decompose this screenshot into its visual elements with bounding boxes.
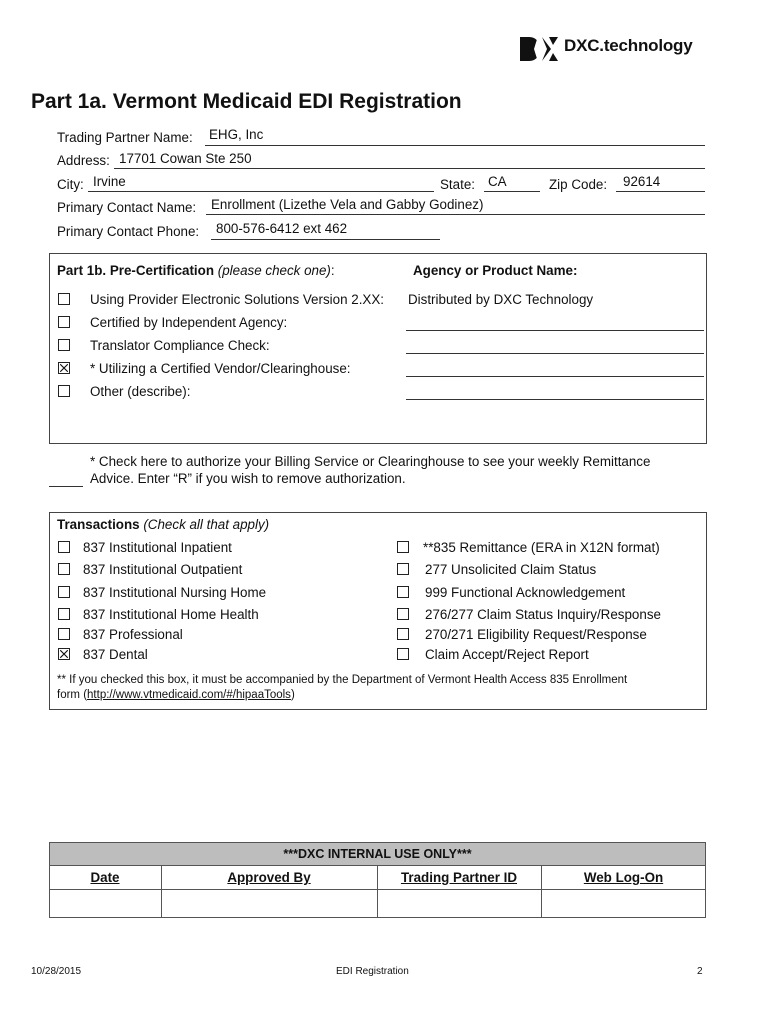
trading-partner-value[interactable]: EHG, Inc — [209, 127, 264, 142]
transaction-left-label-0: 837 Institutional Inpatient — [83, 540, 232, 555]
transaction-right-checkbox-1[interactable] — [397, 563, 409, 575]
agency-line-2[interactable] — [406, 353, 704, 354]
precert-option-0: Using Provider Electronic Solutions Version 2.XX: — [90, 292, 384, 307]
contact-phone-value[interactable]: 800-576-6412 ext 462 — [216, 221, 348, 236]
trading-partner-line — [205, 145, 705, 146]
contact-phone-line — [211, 239, 440, 240]
footer-title: EDI Registration — [336, 966, 409, 977]
transaction-left-label-2: 837 Institutional Nursing Home — [83, 585, 267, 600]
transaction-left-label-3: 837 Institutional Home Health — [83, 607, 259, 622]
trading-partner-label: Trading Partner Name: — [57, 130, 193, 145]
transaction-left-label-5: 837 Dental — [83, 647, 148, 662]
precert-checkbox-2[interactable] — [58, 339, 70, 351]
transaction-right-label-0: **835 Remittance (ERA in X12N format) — [423, 540, 660, 555]
contact-name-line — [206, 214, 705, 215]
page-title: Part 1a. Vermont Medicaid EDI Registration — [31, 90, 462, 113]
transaction-left-checkbox-3[interactable] — [58, 608, 70, 620]
check-x-icon — [59, 649, 69, 659]
internal-trading-partner-id-cell[interactable] — [378, 890, 540, 917]
internal-col-date: Date — [90, 870, 120, 885]
agency-value[interactable]: Distributed by DXC Technology — [408, 292, 594, 307]
transaction-left-checkbox-4[interactable] — [58, 628, 70, 640]
transaction-right-label-5: Claim Accept/Reject Report — [425, 647, 589, 662]
city-label: City: — [57, 177, 84, 192]
precert-option-4: Other (describe): — [90, 384, 191, 399]
transaction-left-checkbox-1[interactable] — [58, 563, 70, 575]
logo-wordmark: DXC.technology — [564, 36, 693, 55]
address-label: Address: — [57, 153, 110, 168]
zip-line — [616, 191, 705, 192]
transactions-note-line-2: form (http://www.vtmedicaid.com/#/hipaaTools) — [57, 689, 295, 701]
address-line — [114, 168, 705, 169]
precert-option-3: * Utilizing a Certified Vendor/Clearinghouse: — [90, 361, 351, 376]
agency-line-4[interactable] — [406, 399, 704, 400]
hipaa-tools-link[interactable]: http://www.vtmedicaid.com/#/hipaaTools — [87, 689, 291, 701]
state-value[interactable]: CA — [488, 174, 507, 189]
internal-col-trading-partner-id: Trading Partner ID — [400, 870, 518, 885]
footer-date: 10/28/2015 — [31, 966, 82, 977]
transaction-right-checkbox-0[interactable] — [397, 541, 409, 553]
internal-col-approved-by: Approved By — [227, 870, 311, 885]
authorization-line-1: * Check here to authorize your Billing Service or Clearinghouse to see your weekly Remittance — [90, 454, 651, 469]
transaction-left-label-1: 837 Institutional Outpatient — [83, 562, 243, 577]
contact-phone-label: Primary Contact Phone: — [57, 224, 200, 239]
transaction-right-label-1: 277 Unsolicited Claim Status — [425, 562, 597, 577]
internal-approved-by-cell[interactable] — [162, 890, 376, 917]
footer-page-number: 2 — [697, 966, 703, 977]
check-x-icon — [59, 363, 69, 373]
transactions-heading: Transactions (Check all that apply) — [57, 517, 270, 532]
internal-use-heading: ***DXC INTERNAL USE ONLY*** — [49, 842, 706, 866]
contact-name-label: Primary Contact Name: — [57, 200, 197, 215]
transaction-right-checkbox-3[interactable] — [397, 608, 409, 620]
state-label: State: — [440, 177, 475, 192]
internal-date-cell[interactable] — [50, 890, 160, 917]
state-line — [484, 191, 540, 192]
precert-option-1: Certified by Independent Agency: — [90, 315, 288, 330]
transaction-right-label-4: 270/271 Eligibility Request/Response — [425, 627, 647, 642]
agency-line-3[interactable] — [406, 376, 704, 377]
zip-label: Zip Code: — [549, 177, 608, 192]
address-value[interactable]: 17701 Cowan Ste 250 — [119, 151, 252, 166]
dxc-logo — [518, 33, 704, 65]
transaction-left-checkbox-0[interactable] — [58, 541, 70, 553]
agency-line-1[interactable] — [406, 330, 704, 331]
precert-heading: Part 1b. Pre-Certification (please check one): — [57, 263, 335, 278]
authorization-input-line[interactable] — [49, 486, 83, 487]
precert-checkbox-1[interactable] — [58, 316, 70, 328]
precert-checkbox-4[interactable] — [58, 385, 70, 397]
internal-web-log-on-cell[interactable] — [542, 890, 705, 917]
transaction-right-label-2: 999 Functional Acknowledgement — [425, 585, 626, 600]
transaction-right-checkbox-5[interactable] — [397, 648, 409, 660]
transaction-left-checkbox-5[interactable] — [58, 648, 70, 660]
transaction-right-checkbox-2[interactable] — [397, 586, 409, 598]
contact-name-value[interactable]: Enrollment (Lizethe Vela and Gabby Godinez) — [211, 197, 484, 212]
transaction-left-checkbox-2[interactable] — [58, 586, 70, 598]
transactions-note-line-1: ** If you checked this box, it must be accompanied by the Department of Vermont Health Access 835 Enrollment — [57, 674, 628, 686]
precert-checkbox-0[interactable] — [58, 293, 70, 305]
zip-value[interactable]: 92614 — [623, 174, 661, 189]
internal-col-web-log-on: Web Log-On — [583, 870, 664, 885]
city-line — [88, 191, 434, 192]
dxc-logo-mark-icon — [518, 33, 560, 65]
transaction-right-checkbox-4[interactable] — [397, 628, 409, 640]
agency-heading: Agency or Product Name: — [413, 263, 578, 278]
precert-checkbox-3[interactable] — [58, 362, 70, 374]
transaction-right-label-3: 276/277 Claim Status Inquiry/Response — [425, 607, 661, 622]
transaction-left-label-4: 837 Professional — [83, 627, 183, 642]
authorization-line-2: Advice. Enter “R” if you wish to remove authorization. — [90, 471, 406, 486]
city-value[interactable]: Irvine — [93, 174, 126, 189]
precert-option-2: Translator Compliance Check: — [90, 338, 270, 353]
